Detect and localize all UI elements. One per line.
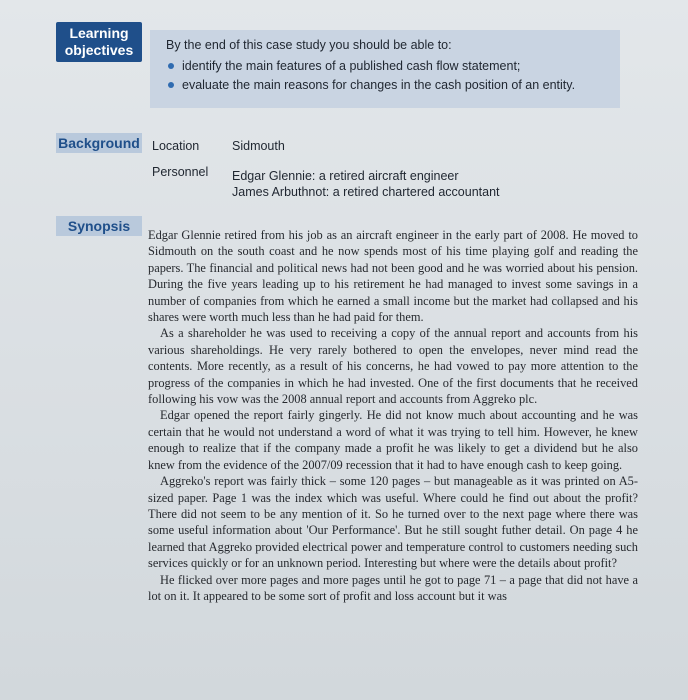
learning-objectives-intro: By the end of this case study you should be able to: bbox=[166, 38, 452, 52]
learning-objectives-list bbox=[166, 57, 575, 95]
synopsis-paragraph: He flicked over more pages and more pages until he got to page 71 – a page that did not have a lot on it. It appeared to be some sort of profit and loss account but it was bbox=[148, 572, 638, 603]
personnel-key: Personnel bbox=[152, 165, 209, 179]
learning-objectives-label-line1: Learning bbox=[69, 25, 129, 41]
synopsis-label: Synopsis bbox=[56, 216, 142, 236]
synopsis-paragraph: Edgar Glennie retired from his job as an aircraft engineer in the early part of 2008. He moved to Sidmouth on the south coast and he now spends most of his time playing golf and reading the papers. The financial and political news had not been good and he was worried about his pension. During the five years leading up to his retirement he had managed to invest some savings in a number of companies from which he earned a small income but the market had collapsed and his shares were worth much less than he had paid for them. bbox=[148, 228, 638, 325]
objective-item: evaluate the main reasons for changes in the cash position of an entity. bbox=[166, 76, 575, 95]
objective-item: identify the main features of a published cash flow statement; bbox=[166, 57, 575, 76]
synopsis-paragraph: As a shareholder he was used to receiving a copy of the annual report and accounts from his various shareholdings. He very rarely bothered to open the envelopes, never mind read the contents. More recently, as a result of his concerns, he had vowed to pay more attention to the progress of the companies in which he had invested. One of the first documents that he received following his vow was the 2008 annual report and accounts from Aggreko plc. bbox=[148, 326, 638, 407]
synopsis-text bbox=[148, 227, 638, 604]
personnel-value: James Arbuthnot: a retired chartered accountant bbox=[232, 185, 500, 199]
learning-objectives-label-line2: objectives bbox=[64, 42, 134, 58]
learning-objectives-label bbox=[56, 22, 142, 62]
background-label: Background bbox=[56, 133, 142, 153]
personnel-value: Edgar Glennie: a retired aircraft engineer bbox=[232, 169, 459, 183]
location-key: Location bbox=[152, 139, 200, 153]
synopsis-paragraph: Aggreko's report was fairly thick – some 120 pages – but manageable as it was printed on A5-sized paper. Page 1 was the index which was useful. Where could he find out about the profit? There did not seem to be any mention of it. So he turned over to the next page where there was some useful information about 'Our Performance'. But he still sought futher detail. On page 4 he learned that Aggreko provided electrical power and temperature control to customers needing such services quickly or for an unknown period. Interesting but where were the details about profit? bbox=[148, 474, 638, 571]
synopsis-paragraph: Edgar opened the report fairly gingerly. He did not know much about accounting and he was certain that he would not understand a word of what it was trying to tell him. However, he knew enough to realize that if the company made a profit he was likely to get a dividend but he also knew from the evidence of the 2007/09 recession that it had to have enough cash to keep going. bbox=[148, 408, 638, 472]
location-value: Sidmouth bbox=[232, 139, 285, 153]
